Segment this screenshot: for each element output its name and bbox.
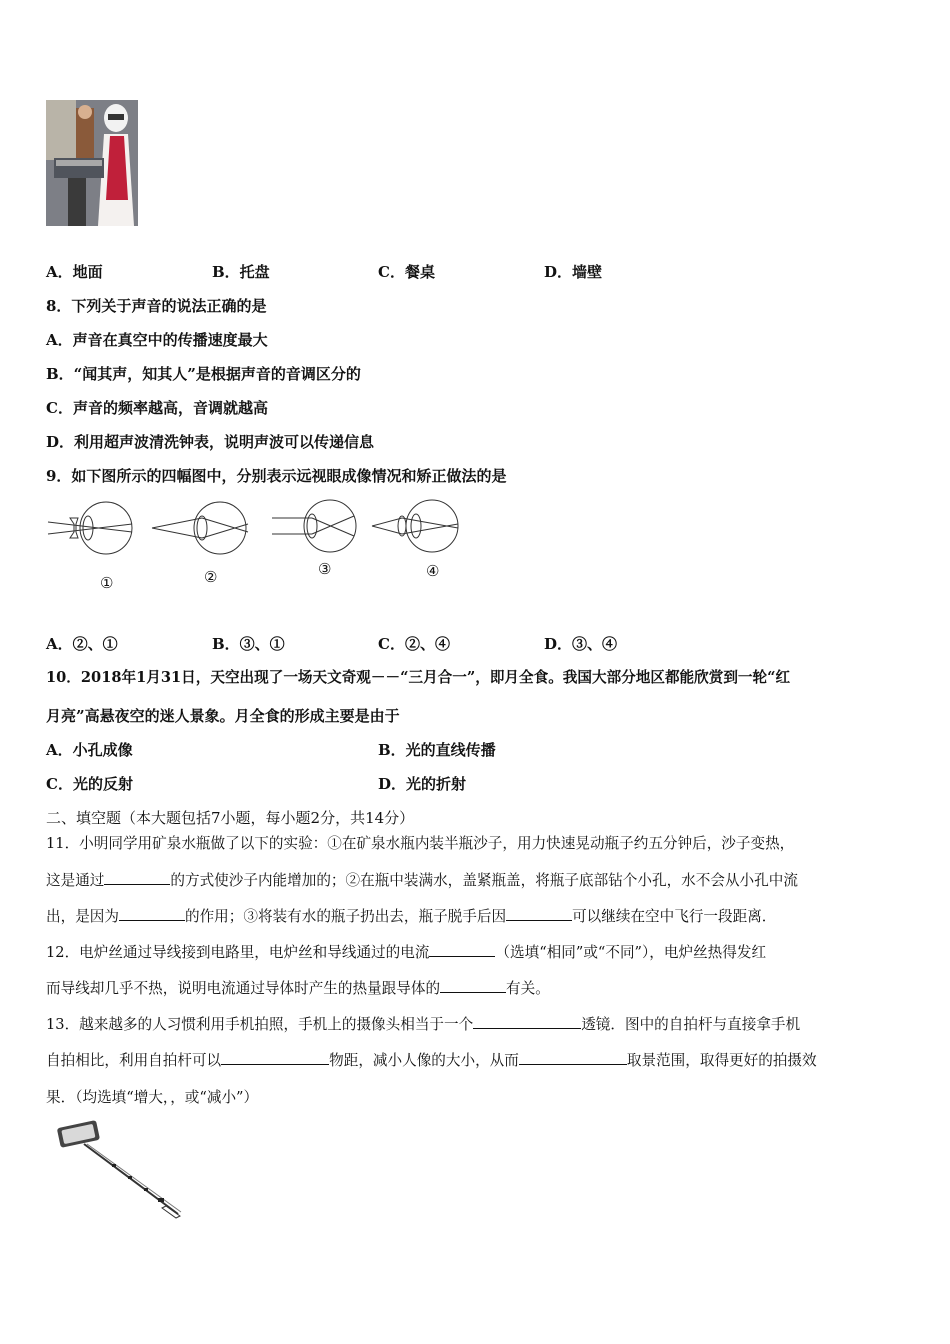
q13-line-2 [46, 1050, 817, 1071]
q8-option-c: C．声音的频率越高，音调就越高 [46, 399, 268, 417]
q7-option-d: D．墙壁 [544, 263, 603, 281]
eye-diagram-4 [370, 498, 462, 562]
eye-diagram-2 [150, 498, 250, 562]
eye-label-1: ① [100, 574, 114, 592]
q9-stem: 9．如下图所示的四幅图中，分别表示远视眼成像情况和矫正做法的是 [46, 467, 507, 485]
q11-line-3 [46, 906, 776, 927]
q9-option-d: D．③、④ [544, 635, 618, 653]
selfie-stick-figure [54, 1118, 186, 1220]
q10-line-1: 10．2018年1月31日，天空出现了一场天文奇观－－“三月合一”，即月全食。我国大部分地区都能欣赏到一轮“红 [46, 669, 791, 686]
eye-label-3: ③ [318, 560, 332, 578]
q9-option-a: A．②、① [46, 635, 118, 653]
q12-blank-1[interactable] [429, 942, 495, 957]
q13-line-2-text-b: 物距，减小人像的大小，从而 [329, 1052, 519, 1069]
q8-option-d: D．利用超声波清洗钟表，说明声波可以传递信息 [46, 433, 375, 451]
eye-diagram-1 [46, 498, 138, 562]
q13-line-2-text-a: 自拍相比，利用自拍杆可以 [46, 1052, 222, 1069]
q11-blank-3[interactable] [506, 906, 572, 921]
q12-line-2-text-a: 而导线却几乎不热，说明电流通过导体时产生的热量跟导体的 [46, 980, 441, 997]
q7-option-c: C．餐桌 [378, 263, 435, 281]
q13-line-3: 果．（均选填“增大，，或“减小”） [46, 1089, 259, 1106]
q10-option-d: D．光的折射 [378, 775, 467, 793]
q8-option-b: B．“闻其声，知其人”是根据声音的音调区分的 [46, 365, 361, 383]
q10-option-b: B．光的直线传播 [378, 741, 496, 759]
q8-option-a: A．声音在真空中的传播速度最大 [46, 331, 268, 349]
eye-label-4: ④ [426, 562, 440, 580]
q13-line-1-text-b: 透镜．图中的自拍杆与直接拿手机 [581, 1016, 801, 1033]
q12-line-2-text-b: 有关。 [506, 980, 550, 997]
section-2-title: 二、填空题（本大题包括7小题，每小题2分，共14分） [46, 809, 415, 827]
robot-waiter-photo [46, 100, 138, 226]
q11-line-3-text-c: 可以继续在空中飞行一段距离． [572, 908, 777, 925]
q13-blank-1[interactable] [473, 1014, 581, 1029]
q13-blank-2[interactable] [221, 1050, 329, 1065]
q12-line-1-text-a: 12．电炉丝通过导线接到电路里，电炉丝和导线通过的电流 [46, 944, 430, 961]
q13-blank-3[interactable] [519, 1050, 627, 1065]
q11-blank-2[interactable] [119, 906, 185, 921]
q11-line-2-text-a: 这是通过 [46, 872, 105, 889]
q11-line-2-text-b: 的方式使沙子内能增加的；②在瓶中装满水，盖紧瓶盖，将瓶子底部钻个小孔，水不会从小孔中流 [170, 872, 798, 889]
q12-line-1 [46, 942, 766, 963]
q12-line-1-text-b: （选填“相同”或“不同”），电炉丝热得发红 [495, 944, 767, 961]
q7-option-b: B．托盘 [212, 263, 270, 281]
eye-label-2: ② [204, 568, 218, 586]
q8-stem: 8．下列关于声音的说法正确的是 [46, 297, 267, 315]
q11-line-3-text-b: 的作用；③将装有水的瓶子扔出去，瓶子脱手后因 [184, 908, 507, 925]
q13-line-1-text-a: 13．越来越多的人习惯利用手机拍照，手机上的摄像头相当于一个 [46, 1016, 474, 1033]
q10-option-a: A．小孔成像 [46, 741, 133, 759]
q10-line-2: 月亮”高悬夜空的迷人景象。月全食的形成主要是由于 [46, 707, 400, 725]
q10-option-c: C．光的反射 [46, 775, 133, 793]
q11-line-3-text-a: 出，是因为 [46, 908, 119, 925]
eye-diagram-3 [270, 498, 360, 562]
q13-line-2-text-c: 取景范围，取得更好的拍摄效 [626, 1052, 817, 1069]
q7-option-a: A．地面 [46, 263, 103, 281]
q11-line-1: 11．小明同学用矿泉水瓶做了以下的实验：①在矿泉水瓶内装半瓶沙子，用力快速晃动瓶子约五分钟后，沙子变热， [46, 835, 795, 852]
q9-option-c: C．②、④ [378, 635, 450, 653]
q11-blank-1[interactable] [104, 870, 170, 885]
q13-line-1 [46, 1014, 800, 1035]
q9-option-b: B．③、① [212, 635, 285, 653]
q11-line-2 [46, 870, 798, 891]
q12-line-2 [46, 978, 550, 999]
q12-blank-2[interactable] [440, 978, 506, 993]
